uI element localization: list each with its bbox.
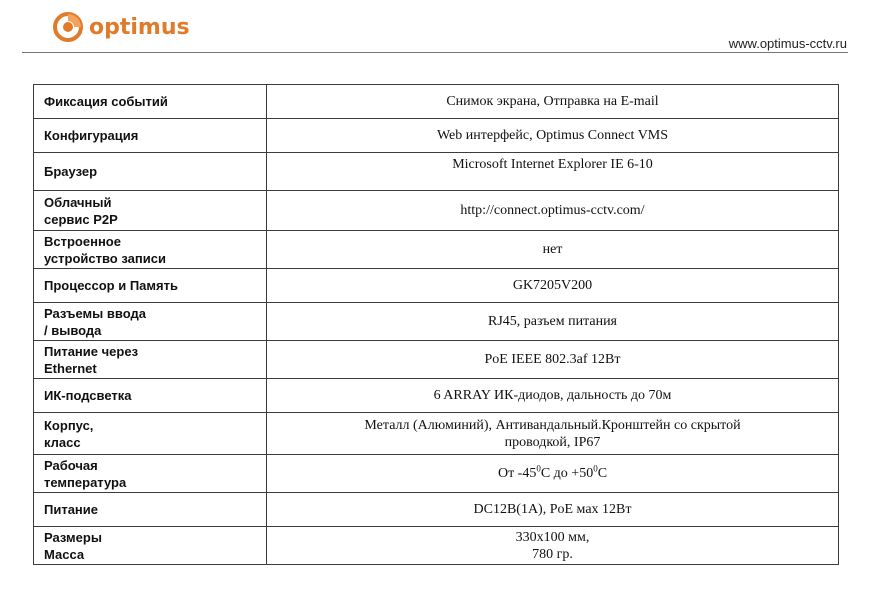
- spec-label-line: Браузер: [44, 164, 98, 179]
- header-divider: [22, 52, 848, 53]
- spec-label-line: Питание: [44, 502, 99, 517]
- spec-label: [34, 119, 267, 153]
- spec-value-line: Металл (Алюминий), Антивандальный.Кронштейн со скрытой: [364, 417, 741, 433]
- spec-label: [34, 341, 267, 379]
- spec-value: [267, 191, 839, 231]
- spec-label-line: Разъемы ввода: [44, 305, 146, 321]
- spec-value-line: проводкой, IP67: [504, 434, 601, 450]
- temperature-sup1: 0: [536, 463, 541, 474]
- spec-row: [34, 379, 839, 413]
- spec-value: [267, 455, 839, 493]
- optimus-logo: [53, 12, 190, 42]
- spec-label-line: Размеры: [44, 529, 102, 545]
- spec-row: [34, 191, 839, 231]
- spec-value-line: нет: [542, 242, 563, 257]
- spec-label: [34, 303, 267, 341]
- spec-value: [267, 231, 839, 269]
- spec-label-line: / вывода: [44, 322, 102, 338]
- temperature-suffix: C: [597, 466, 608, 481]
- spec-value-line: 780 гр.: [532, 546, 573, 562]
- spec-value-line: 330x100 мм,: [515, 529, 590, 545]
- spec-label: [34, 413, 267, 455]
- spec-value: [267, 527, 839, 565]
- spec-label-line: Облачный: [44, 194, 112, 210]
- spec-value-line: Microsoft Internet Explorer IE 6-10: [452, 157, 653, 172]
- spec-value: [267, 85, 839, 119]
- spec-label: [34, 269, 267, 303]
- spec-value-line: PoE IEEE 802.3af 12Вт: [484, 352, 621, 367]
- temperature-mid: C до +50: [540, 466, 594, 481]
- spec-value: [267, 413, 839, 455]
- spec-label: [34, 191, 267, 231]
- spec-label-line: температура: [44, 474, 127, 490]
- temperature-prefix: От -45: [497, 466, 537, 481]
- spec-label: [34, 527, 267, 565]
- spec-value-line: 6 ARRAY ИК-диодов, дальность до 70м: [433, 388, 672, 403]
- spec-value-line: Снимок экрана, Отправка на E-mail: [446, 94, 659, 109]
- spec-value-line: DC12В(1А), PoE мах 12Вт: [473, 502, 632, 517]
- spec-value-line: http://connect.optimus-cctv.com/: [460, 203, 645, 218]
- temperature-sup2: 0: [593, 463, 598, 474]
- spec-value: [267, 269, 839, 303]
- spec-value-line: RJ45, разъем питания: [487, 314, 617, 329]
- spec-value: [267, 153, 839, 191]
- spec-value-line: Web интерфейс, Optimus Connect VMS: [436, 128, 669, 143]
- spec-row: [34, 153, 839, 191]
- spec-row: [34, 493, 839, 527]
- spec-label-line: класс: [44, 434, 81, 450]
- spec-label: [34, 153, 267, 191]
- spec-value: [267, 341, 839, 379]
- logo-text: optimus: [89, 14, 190, 40]
- spec-value: [267, 493, 839, 527]
- spec-row: [34, 269, 839, 303]
- spec-value: [267, 379, 839, 413]
- spec-label-line: устройство записи: [44, 250, 166, 266]
- spec-label-line: Питание через: [44, 343, 139, 359]
- spec-table: [33, 84, 839, 565]
- spec-row: [34, 413, 839, 455]
- spec-row: [34, 303, 839, 341]
- spec-row: [34, 119, 839, 153]
- spec-label-line: Конфигурация: [44, 128, 139, 143]
- spec-row: [34, 527, 839, 565]
- spec-label: [34, 85, 267, 119]
- spec-row: [34, 341, 839, 379]
- site-url[interactable]: www.optimus-cctv.ru: [728, 36, 847, 51]
- spec-label: [34, 455, 267, 493]
- spec-label: [34, 493, 267, 527]
- spec-row: [34, 455, 839, 493]
- spec-label-line: ИК-подсветка: [44, 388, 132, 403]
- logo-camera-icon: [53, 12, 83, 42]
- spec-label-line: сервис P2P: [44, 211, 118, 227]
- spec-row: [34, 85, 839, 119]
- spec-label-line: Корпус,: [44, 417, 94, 433]
- spec-label: [34, 231, 267, 269]
- spec-label-line: Ethernet: [44, 360, 97, 376]
- spec-label-line: Фиксация событий: [44, 94, 168, 109]
- spec-row: [34, 231, 839, 269]
- spec-label-line: Процессор и Память: [44, 278, 178, 293]
- spec-label-line: Встроенное: [44, 233, 121, 249]
- spec-value-line: GK7205V200: [512, 278, 593, 293]
- page-header: [0, 0, 875, 56]
- spec-label-line: Рабочая: [44, 457, 98, 473]
- spec-value: [267, 303, 839, 341]
- spec-label: [34, 379, 267, 413]
- spec-label-line: Масса: [44, 546, 85, 562]
- spec-value: [267, 119, 839, 153]
